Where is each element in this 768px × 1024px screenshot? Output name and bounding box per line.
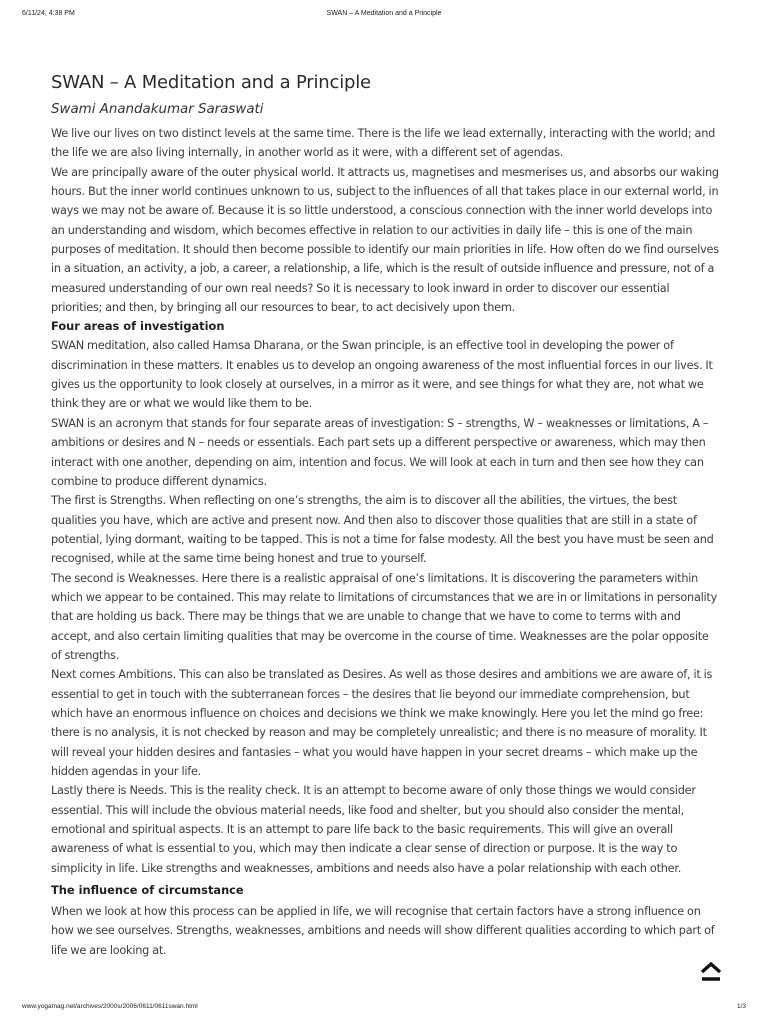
article-title: SWAN – A Meditation and a Principle bbox=[51, 72, 371, 93]
article-author: Swami Anandakumar Saraswati bbox=[51, 102, 264, 117]
paragraph-needs: Lastly there is Needs. This is the reality check. It is an attempt to become aware of only those things we would consider essential. This will include the obvious material needs, like food and shelter, but you should also consider the mental, emotional and spiritual aspects. It is an attempt to pare life back to the basic requirements. This will give an overall awareness of what is essential to you, which may then indicate a clear sense of direction or purpose. It is the way to simplicity in life. Like strengths and weaknesses, ambitions and needs also have a polar relationship with each other. bbox=[51, 784, 696, 875]
paragraph-weaknesses: The second is Weaknesses. Here there is a realistic appraisal of one’s limitations. It is discovering the parameters within which we appear to be contained. This may relate to limitations of circumstances that we are in or limitations in personality that are holding us back. There may be things that we are unable to change that we have to come to terms with and accept, and also certain limiting qualities that may be overcome in the course of time. Weaknesses are the polar opposite of strengths. bbox=[51, 571, 718, 662]
paragraph-intro-2: We are principally aware of the outer physical world. It attracts us, magnetises and mesmerises us, and absorbs our waking hours. But the inner world continues unknown to us, subject to the influences of all that takes place in our external world, in ways we may not be aware of. Because it is so little understood, a conscious connection with the inner world develops into an understanding and wisdom, which becomes effective in relation to our activities in daily life – this is one of the main purposes of meditation. It should then become possible to identify our main priorities in life. How often do we find ourselves in a situation, an activity, a job, a career, a relationship, a life, which is the result of outside influence and pressure, not of a measured understanding of our own real needs? So it is necessary to look inward in order to discover our essential priorities; and then, by bringing all our resources to bear, to act decisively upon them. bbox=[51, 165, 719, 315]
paragraph-strengths: The first is Strengths. When reflecting on one’s strengths, the aim is to discover all the abilities, the virtues, the best qualities you have, which are active and present now. And then also to discover those qualities that are still in a state of potential, lying dormant, waiting to be tapped. This is not a time for false modesty. All the best you have must be seen and recognised, while at the same time being honest and true to yourself. bbox=[51, 494, 714, 566]
chevron-up-icon bbox=[699, 960, 723, 982]
paragraph-swan-meditation: SWAN meditation, also called Hamsa Dharana, or the Swan principle, is an effective tool in developing the power of discrimination in these matters. It enables us to develop an ongoing awareness of the most influential forces in our lives. It gives us the opportunity to look closely at ourselves, in a mirror as it were, and see things for what they are, not what we think they are or what we would like them to be. bbox=[51, 339, 713, 411]
print-header bbox=[0, 10, 768, 24]
print-footer bbox=[0, 1003, 768, 1017]
paragraph-intro-1: We live our lives on two distinct levels at the same time. There is the life we lead externally, interacting with the world; and the life we are also living internally, in another world as it were, with a different set of agendas. bbox=[51, 127, 716, 160]
print-page-title: SWAN – A Meditation and a Principle bbox=[326, 10, 442, 17]
section-heading-four-areas: Four areas of investigation bbox=[51, 319, 225, 334]
print-url: www.yogamag.net/archives/2000s/2006/0611/0611swan.html bbox=[22, 1003, 198, 1010]
print-page-number: 1/3 bbox=[736, 1003, 746, 1010]
paragraph-ambitions: Next comes Ambitions. This can also be translated as Desires. As well as those desires and ambitions we are aware of, it is essential to get in touch with the subterranean forces – the desires that lie beyond our immediate comprehension, but which have an enormous influence on choices and decisions we think we make knowingly. Here you let the mind go free: there is no analysis, it is not checked by reason and may be completely unrealistic; and there is no measure of morality. It will reveal your hidden desires and fantasies – what you would have happen in your secret dreams – which make up the hidden agendas in your life. bbox=[51, 668, 713, 778]
article bbox=[51, 70, 721, 960]
paragraph-circumstance: When we look at how this process can be applied in life, we will recognise that certain factors have a strong influence on how we see ourselves. Strengths, weaknesses, ambitions and needs will show different qualities according to which part of life we are looking at. bbox=[51, 905, 715, 957]
back-to-top-button[interactable] bbox=[699, 960, 723, 982]
paragraph-swan-acronym: SWAN is an acronym that stands for four separate areas of investigation: S – strengths, W – weaknesses or limitations, A – ambitions or desires and N – needs or essentials. Each part sets up a different perspective or awareness, which may then interact with one another, depending on aim, intention and focus. We will look at each in turn and then see how they can combine to produce different dynamics. bbox=[51, 416, 709, 488]
print-date: 6/11/24, 4:38 PM bbox=[22, 10, 75, 17]
section-heading-circumstance: The influence of circumstance bbox=[51, 883, 244, 898]
